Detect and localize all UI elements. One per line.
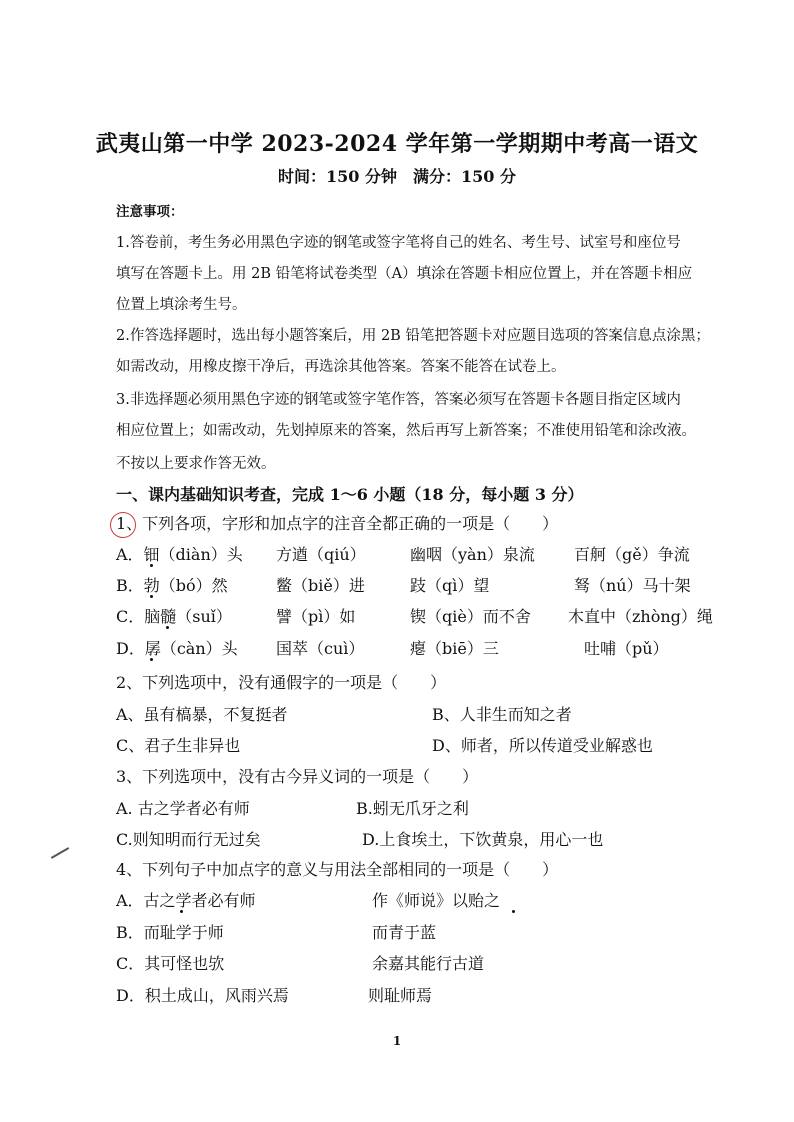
- question-2-stem: 2、下列选项中，没有通假字的一项是（ ）: [116, 673, 447, 692]
- pen-mark: [51, 847, 69, 859]
- q4-option-c-1: C．其可怪也欤: [116, 954, 225, 973]
- q1-option-b-2: 鳖（biě）进: [276, 576, 365, 595]
- page-number: 1: [392, 1034, 402, 1048]
- q1-option-d-1: D．孱（càn）头: [116, 639, 238, 658]
- question-3-stem: 3、下列选项中，没有古今异义词的一项是（ ）: [116, 767, 479, 786]
- notice-line: 填写在答题卡上。用 2B 铅笔将试卷类型（A）填涂在答题卡相应位置上，并在答题卡相应: [116, 266, 693, 282]
- notice-line: 位置上填涂考生号。: [116, 297, 247, 313]
- question-1-stem: 1、下列各项，字形和加点字的注音全都正确的一项是（ ）: [116, 514, 559, 533]
- q1-option-d-3: 瘪（biē）三: [410, 639, 499, 658]
- q2-option-a: A、虽有槁暴，不复挺者: [116, 705, 288, 724]
- emphasis-dot: [150, 658, 153, 661]
- q4-option-b-2: 而青于蓝: [372, 923, 437, 942]
- emphasis-dot: [180, 910, 183, 913]
- notice-line: 2.作答选择题时，选出每小题答案后，用 2B 铅笔把答题卡对应题目选项的答案信息点涂黑；: [116, 328, 710, 344]
- q3-option-b: B.蚓无爪牙之利: [356, 799, 469, 818]
- notice-line: 相应位置上；如需改动，先划掉原来的答案，然后再写上新答案；不准使用铅笔和涂改液。: [116, 423, 696, 439]
- q2-option-c: C、君子生非异也: [116, 736, 241, 755]
- q3-option-a: A. 古之学者必有师: [116, 799, 250, 818]
- q1-option-c-3: 锲（qiè）而不舍: [410, 607, 531, 626]
- emphasis-dot: [150, 595, 153, 598]
- q4-option-a-2: 作《师说》以贻之: [372, 891, 501, 910]
- q2-option-b: B、人非生而知之者: [432, 705, 572, 724]
- q4-option-d-2: 则耻师焉: [368, 986, 433, 1005]
- q4-option-d-1: D．积土成山，风雨兴焉: [116, 986, 289, 1005]
- emphasis-dot: [150, 564, 153, 567]
- q1-option-c-1: C．脑髓（suǐ）: [116, 607, 232, 626]
- q1-option-a-4: 百舸（gě）争流: [574, 545, 690, 564]
- question-4-stem: 4、下列句子中加点字的意义与用法全部相同的一项是（ ）: [116, 860, 559, 879]
- q2-option-d: D、师者，所以传道受业解惑也: [432, 736, 653, 755]
- q3-option-d: D.上食埃土，下饮黄泉，用心一也: [362, 830, 604, 849]
- notice-line: 不按以上要求作答无效。: [116, 456, 276, 472]
- emphasis-dot: [166, 626, 169, 629]
- notice-line: 3.非选择题必须用黑色字迹的钢笔或签字笔作答，答案必须写在答题卡各题目指定区域内: [116, 392, 681, 408]
- notice-heading: 注意事项：: [116, 204, 184, 220]
- q1-option-b-4: 驽（nú）马十架: [574, 576, 691, 595]
- q1-option-d-4: 吐哺（pǔ）: [584, 639, 669, 658]
- exam-time-score: 时间：150 分钟 满分：150 分: [278, 167, 516, 186]
- q1-option-c-2: 譬（pì）如: [276, 607, 356, 626]
- exam-title: 武夷山第一中学 2023-2024 学年第一学期期中考高一语文: [95, 131, 699, 157]
- q1-option-a-3: 幽咽（yàn）泉流: [410, 545, 535, 564]
- q4-option-a-1: A．古之学者必有师: [116, 891, 256, 910]
- q1-option-c-4: 木直中（zhòng）绳: [568, 607, 713, 626]
- section-heading: 一、课内基础知识考查，完成 1～6 小题（18 分，每小题 3 分）: [116, 485, 584, 504]
- q3-option-c: C.则知明而行无过矣: [116, 830, 261, 849]
- q4-option-c-2: 余嘉其能行古道: [372, 954, 485, 973]
- q1-option-a-2: 方遒（qiú）: [276, 545, 366, 564]
- notice-line: 如需改动，用橡皮擦干净后，再选涂其他答案。答案不能答在试卷上。: [116, 359, 566, 375]
- q1-option-d-2: 国萃（cuì）: [276, 639, 365, 658]
- emphasis-dot: [512, 910, 515, 913]
- q1-option-b-1: B．勃（bó）然: [116, 576, 228, 595]
- q1-option-a-1: A．钿（diàn）头: [116, 545, 243, 564]
- notice-line: 1.答卷前，考生务必用黑色字迹的钢笔或签字笔将自己的姓名、考生号、试室号和座位号: [116, 235, 681, 251]
- q4-option-b-1: B．而耻学于师: [116, 923, 224, 942]
- q1-option-b-3: 跂（qì）望: [410, 576, 490, 595]
